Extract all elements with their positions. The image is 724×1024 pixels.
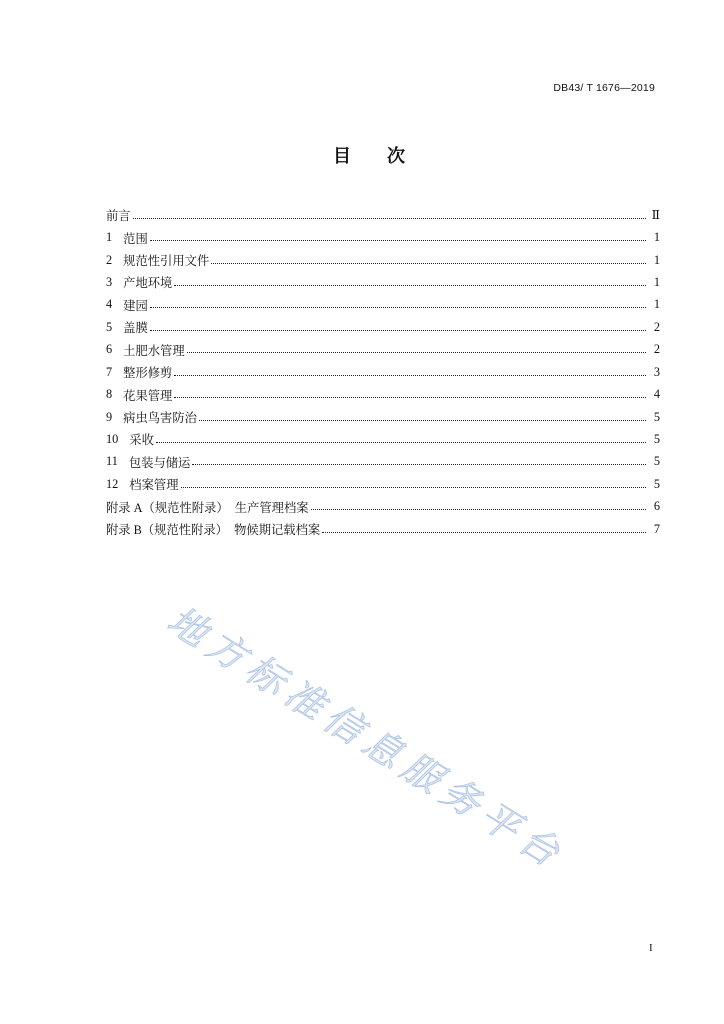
toc-entry [106, 249, 660, 271]
toc-entry-number: 6 [106, 342, 113, 357]
toc-entry [106, 226, 660, 248]
toc-entry [106, 339, 660, 361]
toc-leader [187, 352, 646, 353]
toc-leader [174, 285, 646, 286]
toc-entry-title: 采收 [129, 433, 154, 448]
toc-entry-title: 土肥水管理 [123, 343, 185, 358]
toc-entry-foreword [106, 204, 660, 226]
document-code: DB43/ T 1676—2019 [553, 82, 655, 94]
toc-entry-number: 1 [106, 230, 113, 245]
toc-entry-page: 2 [653, 319, 660, 334]
toc-entry-page: 1 [653, 274, 660, 289]
toc-entry-title: 整形修剪 [123, 366, 173, 381]
toc-entry-number: 12 [106, 476, 119, 491]
toc-entry-page: 4 [653, 387, 660, 402]
toc-leader [156, 442, 646, 443]
toc-entry-title: 病虫鸟害防治 [123, 411, 197, 425]
toc-entry-page: 1 [653, 252, 660, 267]
toc-entry-number: 4 [106, 297, 113, 312]
toc-entry [106, 473, 660, 495]
toc-entry-page: 6 [653, 499, 660, 514]
toc-entry-title: 产地环境 [123, 276, 173, 291]
toc-leader [199, 420, 646, 421]
toc-entry-number: 9 [106, 409, 113, 424]
toc-entry-number: 8 [106, 387, 113, 402]
toc-leader [311, 509, 646, 510]
toc-entry-page: 5 [653, 409, 660, 424]
toc-entry-page: 3 [653, 364, 660, 379]
toc-entry-number: 11 [106, 454, 118, 469]
toc-entry-number: 10 [106, 431, 119, 446]
toc-entry-number: 2 [106, 252, 113, 267]
toc-entry-number: 5 [106, 319, 113, 334]
toc-leader [133, 218, 646, 219]
toc-entry-page: 2 [653, 342, 660, 357]
toc-entry-page: 5 [653, 476, 660, 491]
toc-entry-title: 附录 B（规范性附录） 物候期记载档案 [106, 523, 321, 538]
toc-entry-title: 包装与储运 [128, 455, 191, 470]
toc-entry-title: 前言 [106, 209, 131, 224]
toc-entry-title: 花果管理 [123, 388, 173, 403]
toc-entry-title: 盖膜 [123, 321, 148, 336]
toc-entry [106, 451, 660, 473]
toc-entry [106, 383, 660, 405]
toc-entry [106, 361, 660, 383]
toc-leader [174, 375, 646, 376]
toc-entry-page: Ⅱ [651, 207, 660, 222]
toc-entry-appendix-a [106, 495, 660, 517]
toc-leader [322, 532, 646, 533]
watermark: 地方标准信息服务平台 [159, 597, 574, 879]
toc-entry-title: 范围 [123, 231, 148, 246]
toc-entry-page: 1 [653, 230, 660, 245]
toc-leader [181, 487, 647, 488]
toc-leader [192, 464, 646, 465]
toc-entry-number: 7 [106, 364, 113, 379]
toc-leader [211, 263, 646, 264]
toc-entry-title: 档案管理 [129, 478, 179, 493]
toc-leader [150, 307, 646, 308]
toc-entry [106, 294, 660, 316]
page-title: 目 次 [333, 146, 405, 166]
toc-leader [174, 397, 646, 398]
toc-entry-title: 附录 A（规范性附录） 生产管理档案 [106, 500, 309, 515]
toc-leader [150, 330, 646, 331]
toc-entry [106, 316, 660, 338]
toc-entry-page: 7 [653, 521, 660, 536]
toc-entry-number: 3 [106, 274, 113, 289]
toc-entry-page: 5 [653, 454, 660, 469]
toc-entry [106, 428, 660, 450]
table-of-contents [106, 204, 660, 540]
toc-leader [150, 240, 646, 241]
toc-entry-title: 建园 [123, 298, 148, 313]
toc-entry-title: 规范性引用文件 [123, 254, 210, 269]
toc-entry-page: 1 [653, 297, 660, 312]
toc-entry [106, 406, 660, 428]
toc-entry [106, 271, 660, 293]
toc-entry-page: 5 [653, 431, 660, 446]
page-number: I [649, 942, 653, 954]
toc-entry-appendix-b [106, 518, 660, 540]
